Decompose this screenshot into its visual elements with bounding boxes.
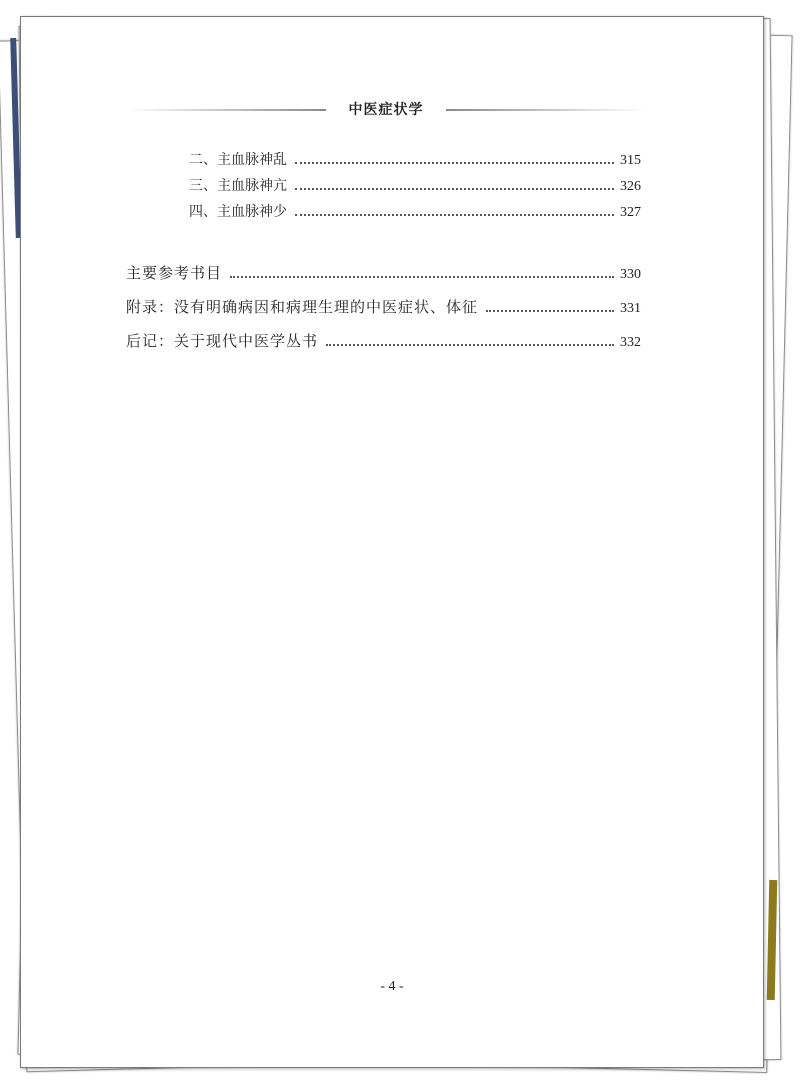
toc-leader-dots [295, 187, 614, 190]
toc-entry[interactable] [189, 175, 641, 195]
toc-entry[interactable] [126, 296, 641, 317]
toc-entry[interactable] [189, 201, 641, 221]
toc-entry-page: 332 [620, 335, 641, 350]
toc-leader-dots [295, 213, 614, 216]
toc-entry-page: 331 [620, 301, 641, 316]
toc-leader-dots [326, 343, 614, 346]
toc-entry-page: 330 [620, 267, 641, 282]
toc-entry[interactable] [126, 262, 641, 283]
header-title: 中医症状学 [348, 102, 424, 118]
toc-entry-label: 二、主血脉神乱 [189, 152, 287, 168]
toc-entry-label: 四、主血脉神少 [189, 204, 287, 220]
toc-entry-page: 327 [620, 205, 641, 220]
toc-entry-label: 后记：关于现代中医学丛书 [126, 332, 319, 350]
toc-leader-dots [486, 309, 614, 312]
toc-leader-dots [230, 275, 614, 278]
toc-leader-dots [295, 161, 614, 164]
header-rule-right [446, 109, 646, 111]
running-header [126, 99, 646, 119]
page-number: - 4 - [380, 979, 404, 994]
document-page [20, 16, 764, 1068]
toc-entry-label: 三、主血脉神亢 [189, 178, 287, 194]
toc-entry[interactable] [126, 330, 641, 351]
toc-entry-label: 主要参考书目 [126, 264, 223, 282]
toc-entry-label: 附录：没有明确病因和病理生理的中医症状、体征 [126, 298, 479, 316]
toc-entry-page: 315 [620, 153, 641, 168]
toc-entry[interactable] [189, 149, 641, 169]
toc-entry-page: 326 [620, 179, 641, 194]
